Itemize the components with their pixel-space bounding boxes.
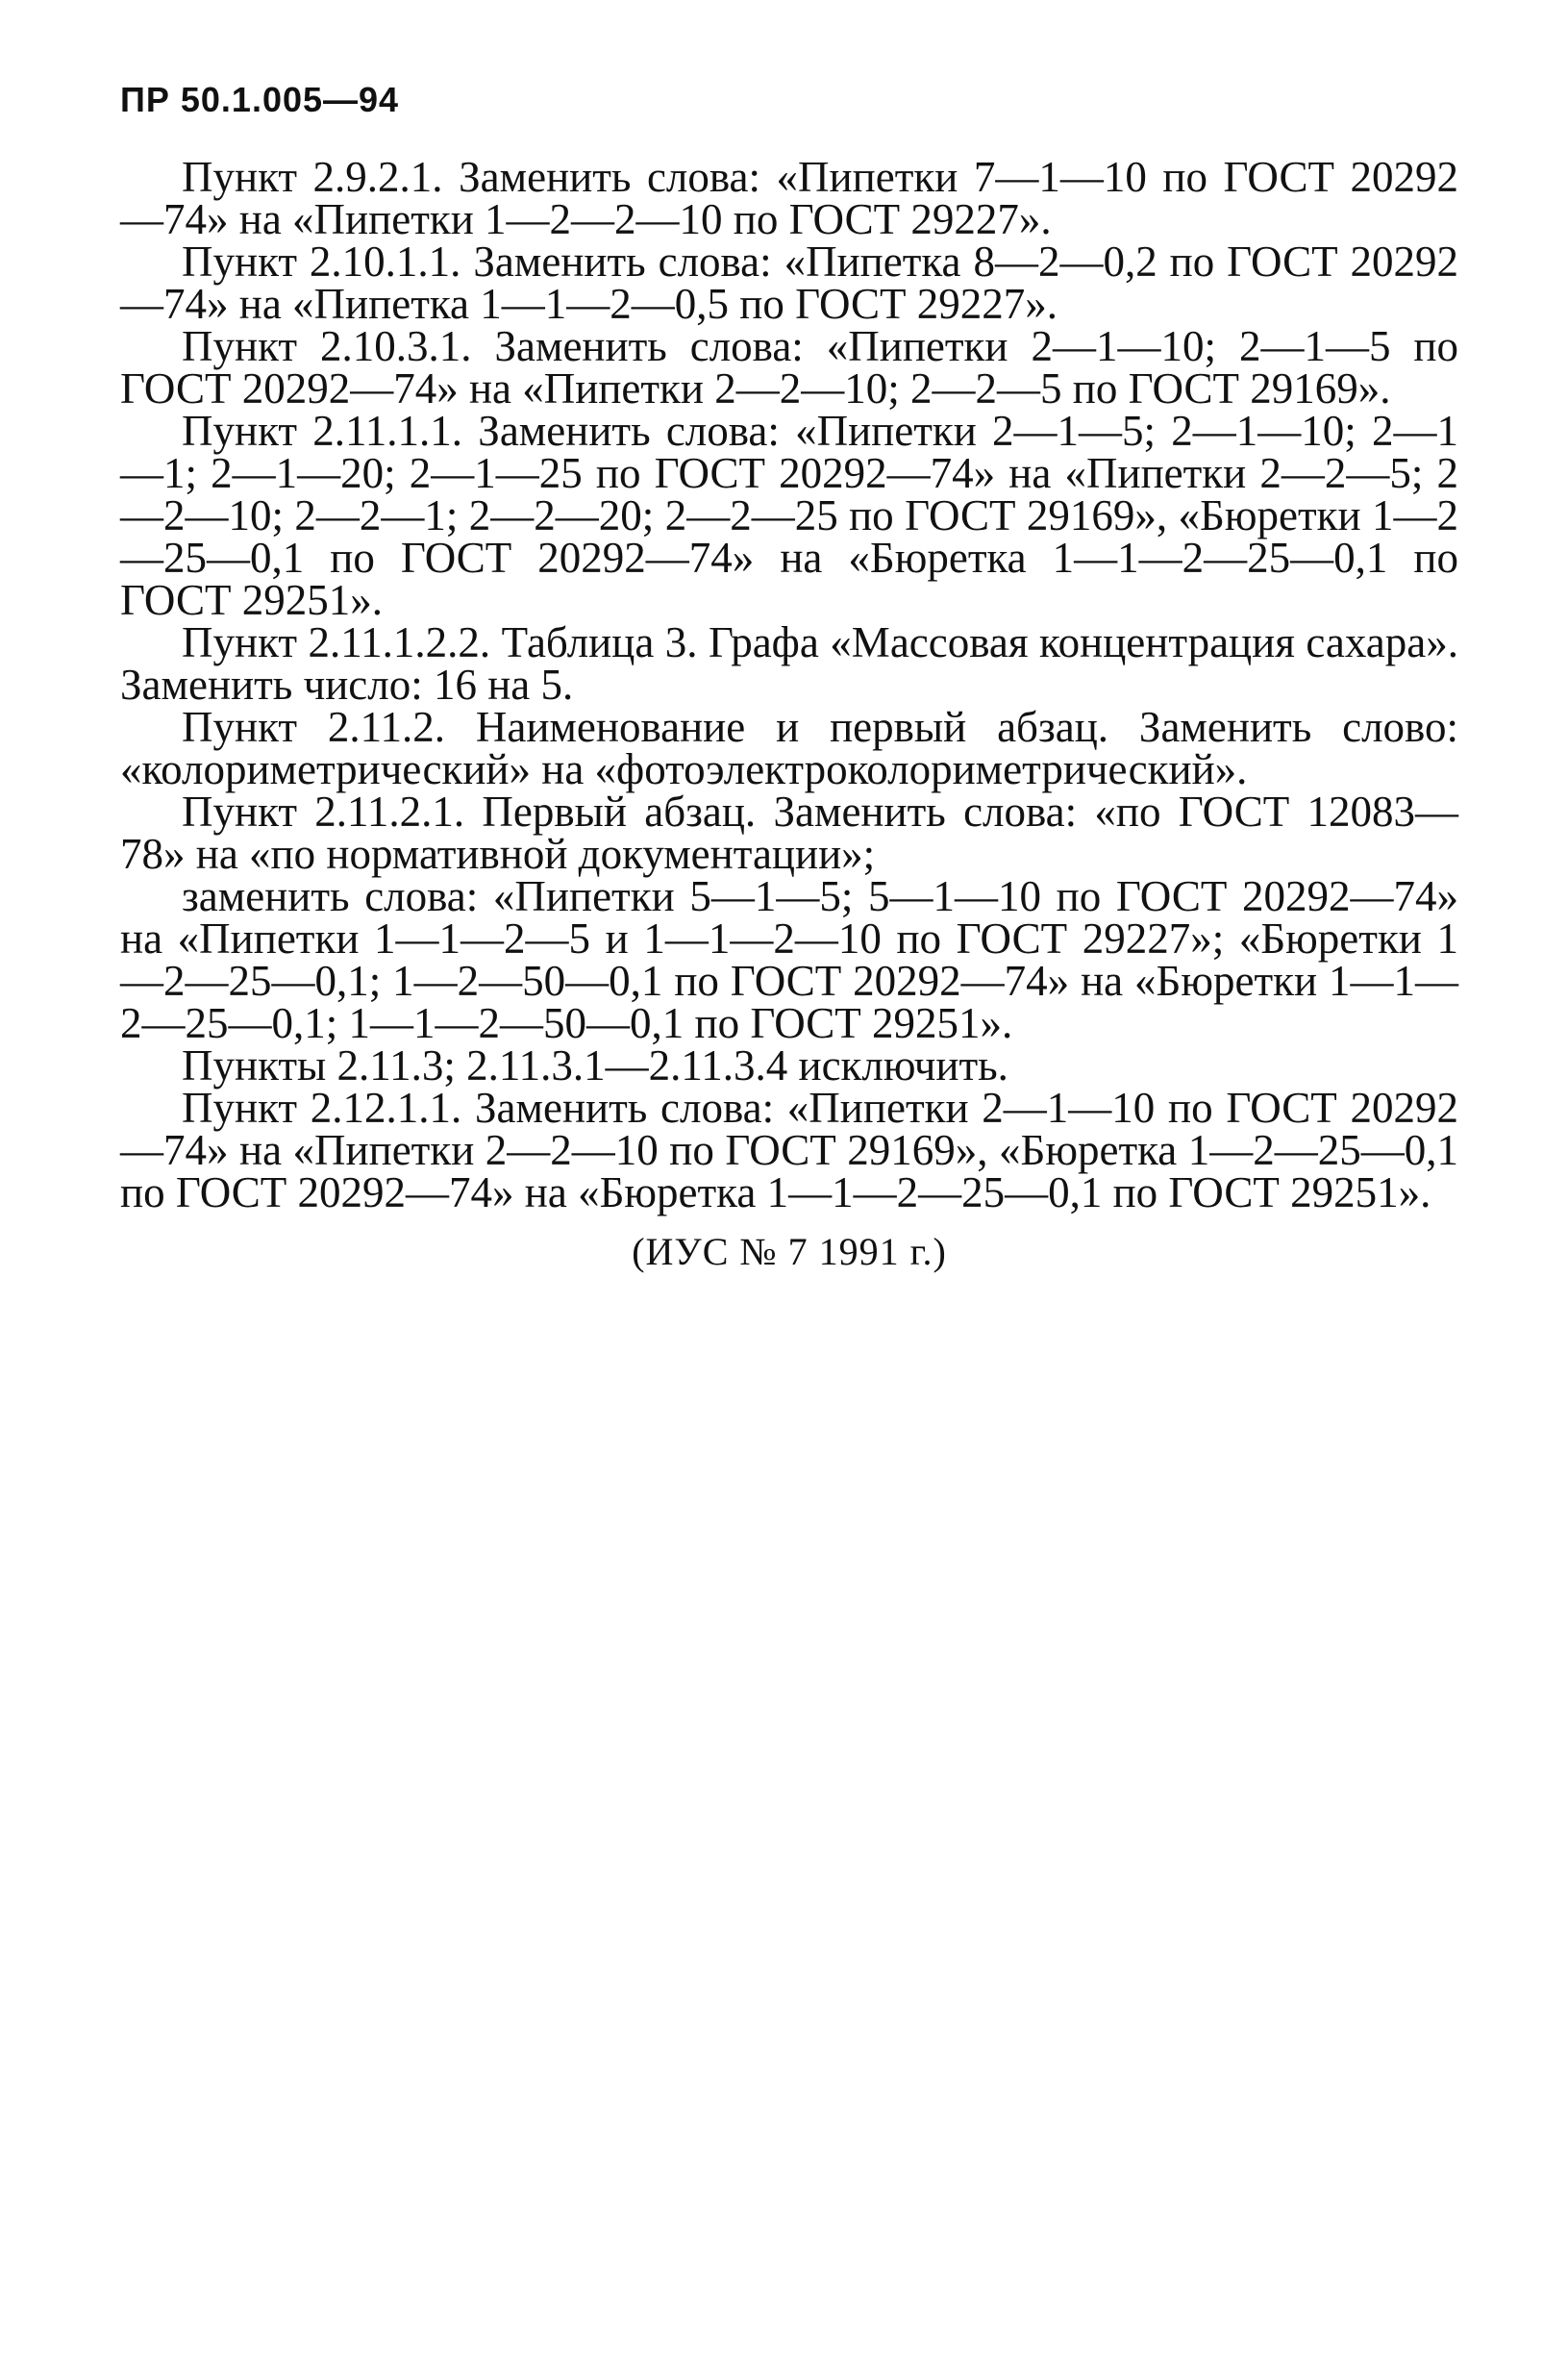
document-code-header: ПР 50.1.005—94 bbox=[120, 80, 400, 119]
paragraph-2-10-3-1: Пункт 2.10.3.1. Заменить слова: «Пипетки 2—1—10; 2—1—5 по ГОСТ 20292—74» на «Пипетки 2—2—10; 2—2—5 по ГОСТ 29169». bbox=[120, 322, 1458, 413]
paragraph-2-11-2-1: Пункт 2.11.2.1. Первый абзац. Заменить слова: «по ГОСТ 12083—78» на «по нормативной документации»; bbox=[120, 788, 1458, 878]
paragraph-2-11-3-excluded: Пункты 2.11.3; 2.11.3.1—2.11.3.4 исключить. bbox=[182, 1041, 1008, 1090]
paragraph-2-10-1-1: Пункт 2.10.1.1. Заменить слова: «Пипетка 8—2—0,2 по ГОСТ 20292—74» на «Пипетка 1—1—2—0,5 по ГОСТ 29227». bbox=[120, 238, 1458, 328]
amendment-text bbox=[120, 153, 1458, 1275]
ius-reference-note: (ИУС № 7 1991 г.) bbox=[632, 1230, 947, 1273]
paragraph-2-12-1-1: Пункт 2.12.1.1. Заменить слова: «Пипетки 2—1—10 по ГОСТ 20292—74» на «Пипетки 2—2—10 по ГОСТ 29169», «Бюретка 1—2—25—0,1 по ГОСТ 20292—74» на «Бюретка 1—1—2—25—0,1 по ГОСТ 29251». bbox=[120, 1084, 1458, 1216]
paragraph-2-11-2: Пункт 2.11.2. Наименование и первый абзац. Заменить слово: «колориметрический» на «фотоэлектроколориметрический». bbox=[120, 703, 1458, 793]
paragraph-2-11-2-1-continued: заменить слова: «Пипетки 5—1—5; 5—1—10 по ГОСТ 20292—74» на «Пипетки 1—1—2—5 и 1—1—2—10 по ГОСТ 29227»; «Бюретки 1—2—25—0,1; 1—2—50—0,1 по ГОСТ 20292—74» на «Бюретки 1—1—2—25—0,1; 1—1—2—50—0,1 по ГОСТ 29251». bbox=[120, 872, 1458, 1047]
paragraph-2-11-1-2-2: Пункт 2.11.1.2.2. Таблица 3. Графа «Массовая концентрация сахара». Заменить число: 16 на 5. bbox=[120, 618, 1458, 709]
paragraph-2-9-2-1: Пункт 2.9.2.1. Заменить слова: «Пипетки 7—1—10 по ГОСТ 20292—74» на «Пипетки 1—2—2—10 по ГОСТ 29227». bbox=[120, 153, 1458, 243]
paragraph-2-11-1-1: Пункт 2.11.1.1. Заменить слова: «Пипетки 2—1—5; 2—1—10; 2—1—1; 2—1—20; 2—1—25 по ГОСТ 20292—74» на «Пипетки 2—2—5; 2—2—10; 2—2—1; 2—2—20; 2—2—25 по ГОСТ 29169», «Бюретки 1—2—25—0,1 по ГОСТ 20292—74» на «Бюретка 1—1—2—25—0,1 по ГОСТ 29251». bbox=[120, 407, 1458, 624]
